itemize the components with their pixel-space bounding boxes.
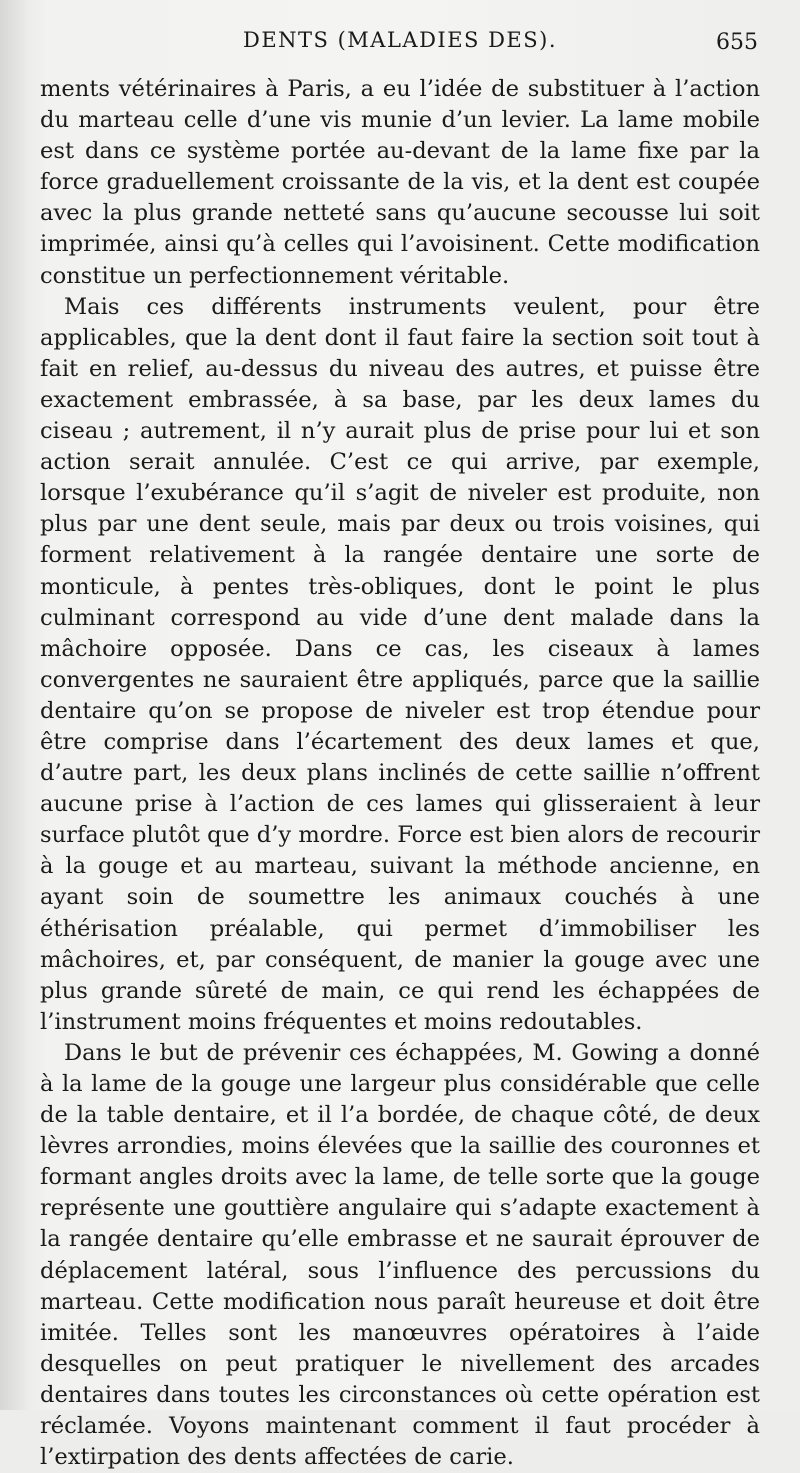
body-text (40, 74, 760, 1473)
paragraph: Dans le but de prévenir ces échappées, M. Gowing a donné à la lame de la gouge une largeur plus considérable que celle de la table dentaire, et il l’a bordée, de chaque côté, de deux lèvres arrondies, moins élevées que la saillie des couronnes et formant angles droits avec la lame, de telle sorte que la gouge représente une gouttière angulaire qui s’adapte exactement à la rangée dentaire qu’elle embrasse et ne saurait éprouver de déplacement latéral, sous l’influence des percussions du marteau. Cette modification nous paraît heureuse et doit être imitée. Telles sont les manœuvres opératoires à l’aide desquelles on peut pratiquer le nivellement des arcades dentaires dans toutes les circonstances où cette opération est réclamée. Voyons maintenant comment il faut procéder à l’extirpation des dents affectées de carie. (40, 1039, 760, 1471)
paragraph: Mais ces différents instruments veulent, pour être applicables, que la dent dont il faut faire la section soit tout à fait en relief, au-dessus du niveau des autres, et puisse être exactement embrassée, à sa base, par les deux lames du ciseau ; autrement, il n’y aurait plus de prise pour lui et son action serait annulée. C’est ce qui arrive, par exemple, lorsque l’exubérance qu’il s’agit de niveler est produite, non plus par une dent seule, mais par deux ou trois voisines, qui forment relativement à la rangée dentaire une sorte de monticule, à pentes très-obliques, dont le point le plus culminant correspond au vide d’une dent malade dans la mâchoire opposée. Dans ce cas, les ciseaux à lames convergentes ne sauraient être appliqués, parce que la saillie dentaire qu’on se propose de niveler est trop étendue pour être comprise dans l’écartement des deux lames et que, d’autre part, les deux plans inclinés de cette saillie n’offrent aucune prise à l’action de ces lames qui glisseraient à leur surface plutôt que d’y mordre. Force est bien alors de recourir à la gouge et au marteau, suivant la méthode ancienne, en ayant soin de soumettre les animaux couchés à une éthérisation préalable, qui permet d’immobiliser les mâchoires, et, par conséquent, de manier la gouge avec une plus grande sûreté de main, ce qui rend les échappées de l’instrument moins fréquentes et moins redoutables. (40, 293, 760, 1035)
page-header (40, 28, 760, 64)
page-number: 655 (716, 30, 758, 55)
paragraph-continuation: ments vétérinaires à Paris, a eu l’idée de substituer à l’action du marteau celle d’une vis munie d’un levier. La lame mobile est dans ce système portée au-devant de la lame fixe par la force graduellement croissante de la vis, et la dent est coupée avec la plus grande netteté sans qu’aucune secousse lui soit imprimée, ainsi qu’à celles qui l’avoisinent. Cette modification constitue un perfectionnement véritable. (40, 76, 760, 289)
running-title: DENTS (MALADIES DES). (242, 28, 558, 52)
page-gutter-shadow (0, 0, 30, 1410)
